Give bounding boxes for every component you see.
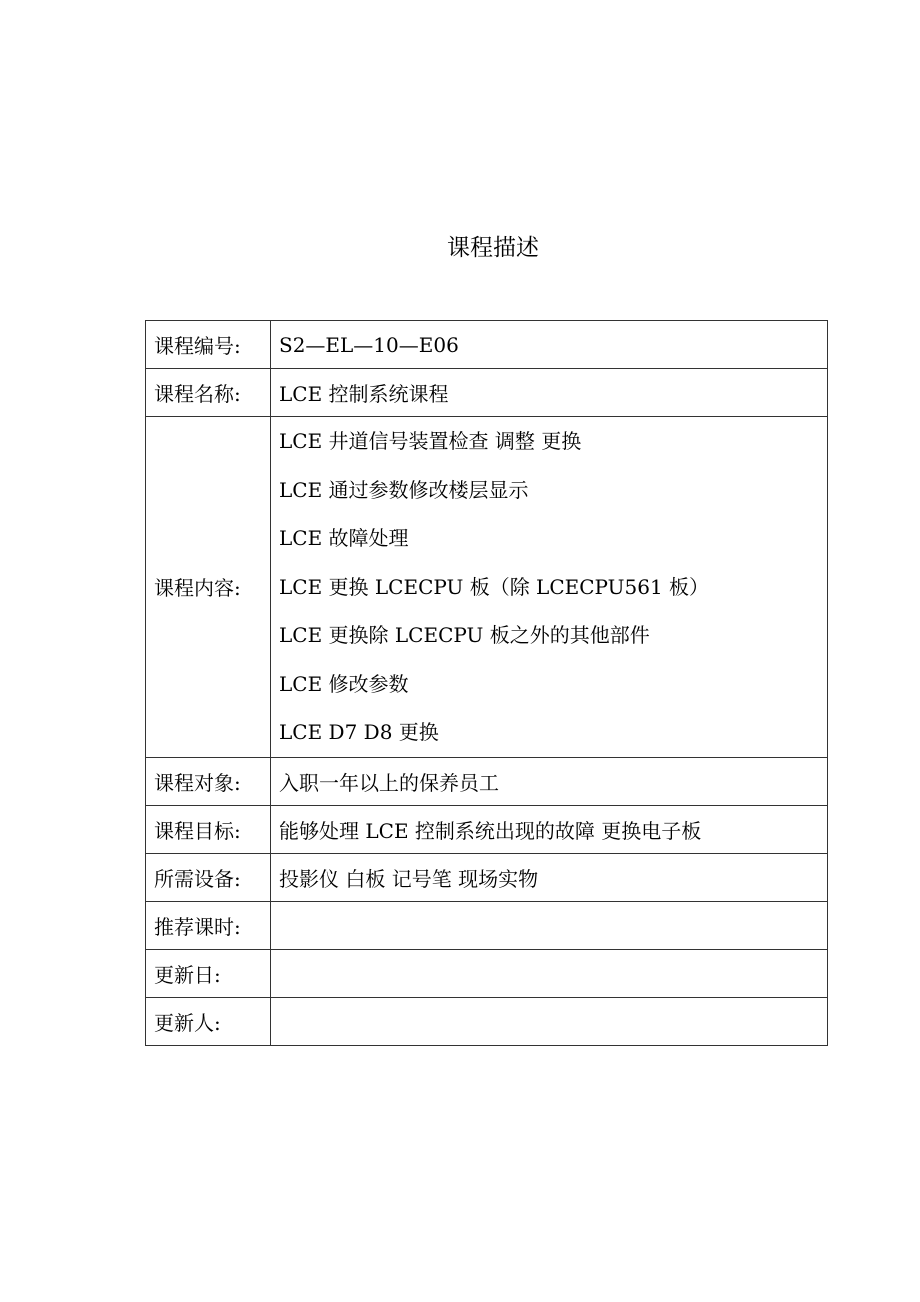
label-target-audience: 课程对象:: [146, 757, 271, 805]
table-row-target-audience: [146, 757, 828, 805]
label-course-goal: 课程目标:: [146, 805, 271, 853]
table-row-update-date: [146, 949, 828, 997]
table-row-course-name: [146, 369, 828, 417]
table-row-course-number: [146, 321, 828, 369]
label-update-date: 更新日:: [146, 949, 271, 997]
table-row-course-goal: [146, 805, 828, 853]
content-line: LCE 修改参数: [279, 671, 409, 696]
content-line: LCE 更换除 LCECPU 板之外的其他部件: [279, 623, 650, 647]
content-line: LCE 通过参数修改楼层显示: [279, 477, 529, 502]
label-recommended-hours: 推荐课时:: [146, 901, 271, 949]
value-target-audience: 入职一年以上的保养员工: [271, 757, 828, 805]
value-equipment: 投影仪 白板 记号笔 现场实物: [271, 853, 828, 901]
course-description-table: [145, 320, 828, 1046]
content-line: LCE 故障处理: [279, 526, 409, 550]
value-update-date: [271, 949, 828, 997]
value-course-content: [271, 417, 828, 758]
content-line: LCE 井道信号装置检查 调整 更换: [279, 429, 582, 453]
value-course-number: S2—EL—10—E06: [271, 321, 828, 369]
table-row-course-content: [146, 417, 828, 758]
page-title: 课程描述: [447, 235, 539, 261]
label-course-name: 课程名称:: [146, 369, 271, 417]
table-row-equipment: [146, 853, 828, 901]
value-course-name: LCE 控制系统课程: [271, 369, 828, 417]
content-line: LCE D7 D8 更换: [279, 720, 439, 744]
value-course-goal: 能够处理 LCE 控制系统出现的故障 更换电子板: [271, 805, 828, 853]
label-course-number: 课程编号:: [146, 321, 271, 369]
table-row-recommended-hours: [146, 901, 828, 949]
label-course-content: 课程内容:: [146, 417, 271, 758]
label-updated-by: 更新人:: [146, 997, 271, 1045]
label-equipment: 所需设备:: [146, 853, 271, 901]
table-row-updated-by: [146, 997, 828, 1045]
value-updated-by: [271, 997, 828, 1045]
value-recommended-hours: [271, 901, 828, 949]
content-line: LCE 更换 LCECPU 板（除 LCECPU561 板）: [279, 574, 710, 599]
